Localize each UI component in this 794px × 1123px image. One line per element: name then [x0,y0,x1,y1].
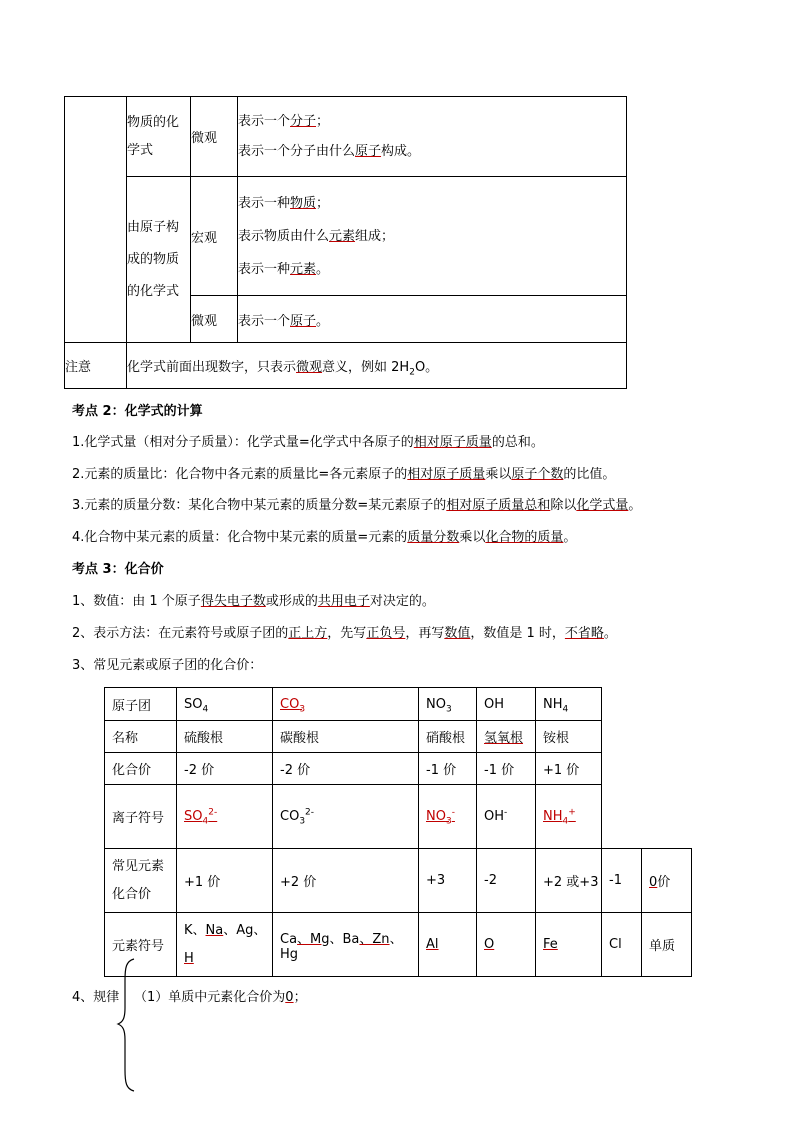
cell: 0价 [642,849,692,913]
note-label: 注意 [65,343,127,389]
cell: -1 [602,849,642,913]
cell: +1 价 [536,753,602,785]
cell: -2 价 [273,753,419,785]
cell: Al [419,913,477,977]
formula-meaning-table [64,96,627,389]
cell: 硫酸根 [177,721,273,753]
cell: -1 价 [477,753,536,785]
cell: $SO_4^{2-}$ [177,785,273,849]
calc-item-3: 3.元素的质量分数：某化合物中某元素的质量分数=某元素原子的相对原子质量总和除以化学式量。 [72,498,642,513]
cell: +1 价 [177,849,273,913]
cell: 硝酸根 [419,721,477,753]
cell: -2 [477,849,536,913]
cell-molecule-formula [127,97,191,177]
cell: +3 [419,849,477,913]
calc-item-4: 4.化合物中某元素的质量：化合物中某元素的质量=元素的质量分数乘以化合物的质量。 [72,530,577,545]
cell: Ca、Mg、Ba、Zn、Hg [273,913,419,977]
cell: Cl [602,913,642,977]
rule-1: （1）单质中元素化合价为0； [134,990,307,1005]
valence-point-3: 3、常见元素或原子团的化合价： [72,658,263,673]
cell-atom-formula [127,177,191,343]
cell: O [477,913,536,977]
valence-table [104,687,692,977]
cell: $SO_4$ [177,688,273,721]
cell: 常见元素 化合价 [105,849,177,913]
cell-meanings [238,177,627,296]
section-2-title: 考点 2：化学式的计算 [72,404,203,419]
cell: $NH_4^+$ [536,785,602,849]
brace-icon [116,958,138,1092]
cell: 离子符号 [105,785,177,849]
cell-meaning: 表示一个原子。 [238,296,627,343]
cell: OH [477,688,536,721]
blank-cell [602,721,692,753]
meaning-line: 表示一个分子由什么原子构成。 [238,143,421,159]
cell: +2 价 [273,849,419,913]
cell-text: 微观 [191,313,218,329]
empty-cell [65,97,127,343]
cell: -2 价 [177,753,273,785]
meaning-line: 表示物质由什么元素组成； [238,228,395,244]
calc-item-2: 2.元素的质量比：化合物中各元素的质量比=各元素原子的相对原子质量乘以原子个数的比值。 [72,467,616,482]
meaning-line: 表示一种元素。 [238,261,330,277]
cell: +2 或+3 [536,849,602,913]
blank-cell [602,753,692,785]
cell: $CO_3^{2-}$ [273,785,419,849]
cell-text: 宏观 [191,230,218,246]
cell-macro [191,177,238,296]
cell: 碳酸根 [273,721,419,753]
cell-text: 物质的化学式 [127,114,180,158]
blank-cell [602,688,692,721]
cell: K、Na、Ag、 H [177,913,273,977]
cell: 原子团 [105,688,177,721]
section-3-title: 考点 3：化合价 [72,562,164,577]
cell: 元素符号 [105,913,177,977]
cell: $NO_3$ [419,688,477,721]
note-text: 化学式前面出现数字，只表示微观意义，例如 $2H_2O$。 [127,343,627,389]
valence-point-2: 2、表示方法：在元素符号或原子团的正上方，先写正负号，再写数值，数值是 1 时，不省略。 [72,626,617,641]
cell-micro [191,97,238,177]
cell: $NO_3^-$ [419,785,477,849]
cell-meanings [238,97,627,177]
cell-micro [191,296,238,343]
cell-text: 由原子构成的物质的化学式 [127,219,180,299]
cell: -1 价 [419,753,477,785]
cell: $NH_4$ [536,688,602,721]
calc-item-1: 1.化学式量（相对分子质量）：化学式量=化学式中各原子的相对原子质量的总和。 [72,435,544,450]
valence-point-1: 1、数值：由 1 个原子得失电子数或形成的共用电子对决定的。 [72,594,435,609]
cell: 名称 [105,721,177,753]
blank-cell [602,785,692,849]
cell: $CO_3$ [273,688,419,721]
meaning-line: 表示一种物质； [238,195,330,211]
cell: OH- [477,785,536,849]
cell: Fe [536,913,602,977]
cell-text: 微观 [191,131,218,146]
meaning-line: 表示一个分子； [238,113,330,129]
rules-label: 4、规律 [72,990,120,1005]
cell: 铵根 [536,721,602,753]
cell: 化合价 [105,753,177,785]
cell: 氢氧根 [477,721,536,753]
cell: 单质 [642,913,692,977]
